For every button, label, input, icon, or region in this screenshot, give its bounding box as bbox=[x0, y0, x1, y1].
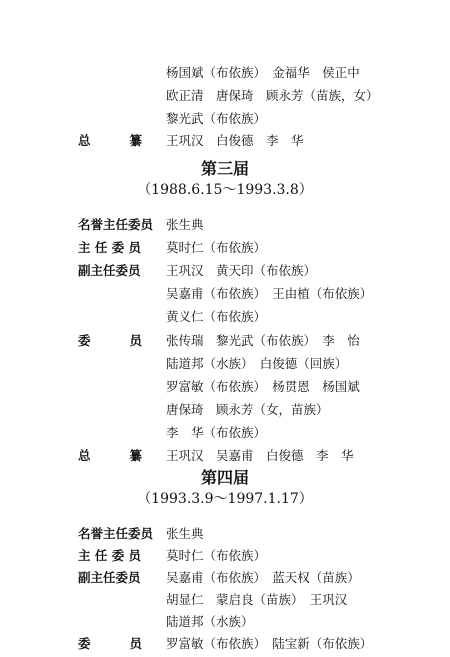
member-row bbox=[0, 422, 450, 444]
vice-row bbox=[0, 260, 450, 282]
vice-label: 副主任委员 bbox=[78, 570, 141, 585]
section-title: 第三届 bbox=[200, 159, 249, 178]
member-label: 委 员 bbox=[78, 636, 142, 651]
director-row bbox=[0, 237, 450, 259]
member-names: 杨国斌（布依族） 金福华 侯正中 bbox=[166, 65, 360, 80]
honorary-row bbox=[0, 214, 450, 236]
member-label: 委 员 bbox=[78, 333, 142, 348]
director-name: 莫时仁（布依族） bbox=[166, 548, 267, 563]
vice-row bbox=[0, 567, 450, 589]
member-names: 黎光武（布依族） bbox=[166, 111, 267, 126]
member-line bbox=[0, 85, 450, 107]
vice-names: 黄义仁（布依族） bbox=[166, 309, 267, 324]
zongmu-names: 王巩汉 白俊德 李 华 bbox=[166, 133, 304, 148]
member-names: 罗富敏（布依族） 陆宝新（布依族） bbox=[166, 636, 373, 651]
zongmu-label: 总 纂 bbox=[78, 133, 142, 148]
section-dates: （1988.6.15～1993.3.8） bbox=[137, 182, 313, 198]
director-label: 主 任 委 员 bbox=[78, 240, 142, 255]
member-row bbox=[0, 376, 450, 398]
member-line bbox=[0, 108, 450, 130]
honorary-name: 张生典 bbox=[166, 217, 204, 232]
vice-names: 胡显仁 蒙启良（苗族） 王巩汉 bbox=[166, 592, 348, 607]
member-names: 张传瑞 黎光武（布依族） 李 怡 bbox=[166, 333, 360, 348]
director-name: 莫时仁（布依族） bbox=[166, 240, 267, 255]
zongmu-label: 总 纂 bbox=[78, 448, 142, 463]
vice-row bbox=[0, 611, 450, 633]
honorary-label: 名誉主任委员 bbox=[78, 526, 154, 541]
member-row bbox=[0, 399, 450, 421]
member-names: 罗富敏（布依族） 杨贯恩 杨国斌 bbox=[166, 379, 360, 394]
vice-names: 吴嘉甫（布依族） 王由植（布依族） bbox=[166, 286, 373, 301]
honorary-name: 张生典 bbox=[166, 526, 204, 541]
member-names: 李 华（布依族） bbox=[166, 425, 267, 440]
vice-row bbox=[0, 306, 450, 328]
director-row bbox=[0, 545, 450, 567]
honorary-row bbox=[0, 523, 450, 545]
vice-names: 陆道邦（水族） bbox=[166, 614, 254, 629]
vice-label: 副主任委员 bbox=[78, 263, 141, 278]
section-title: 第四届 bbox=[200, 468, 249, 487]
zongmu-row bbox=[0, 130, 450, 152]
member-row bbox=[0, 353, 450, 375]
member-row bbox=[0, 633, 450, 655]
member-row bbox=[0, 330, 450, 352]
member-names: 陆道邦（水族） 白俊德（回族） bbox=[166, 356, 348, 371]
member-names: 欧正清 唐保琦 顾永芳（苗族，女） bbox=[166, 88, 379, 103]
vice-row bbox=[0, 589, 450, 611]
member-line bbox=[0, 62, 450, 84]
member-names: 唐保琦 顾永芳（女，苗族） bbox=[166, 402, 329, 417]
vice-row bbox=[0, 283, 450, 305]
section-dates: （1993.3.9～1997.1.17） bbox=[137, 491, 313, 507]
honorary-label: 名誉主任委员 bbox=[78, 217, 154, 232]
zongmu-names: 王巩汉 吴嘉甫 白俊德 李 华 bbox=[166, 448, 354, 463]
vice-names: 吴嘉甫（布依族） 蓝天权（苗族） bbox=[166, 570, 360, 585]
zongmu-row bbox=[0, 445, 450, 467]
director-label: 主 任 委 员 bbox=[78, 548, 142, 563]
vice-names: 王巩汉 黄天印（布依族） bbox=[166, 263, 317, 278]
